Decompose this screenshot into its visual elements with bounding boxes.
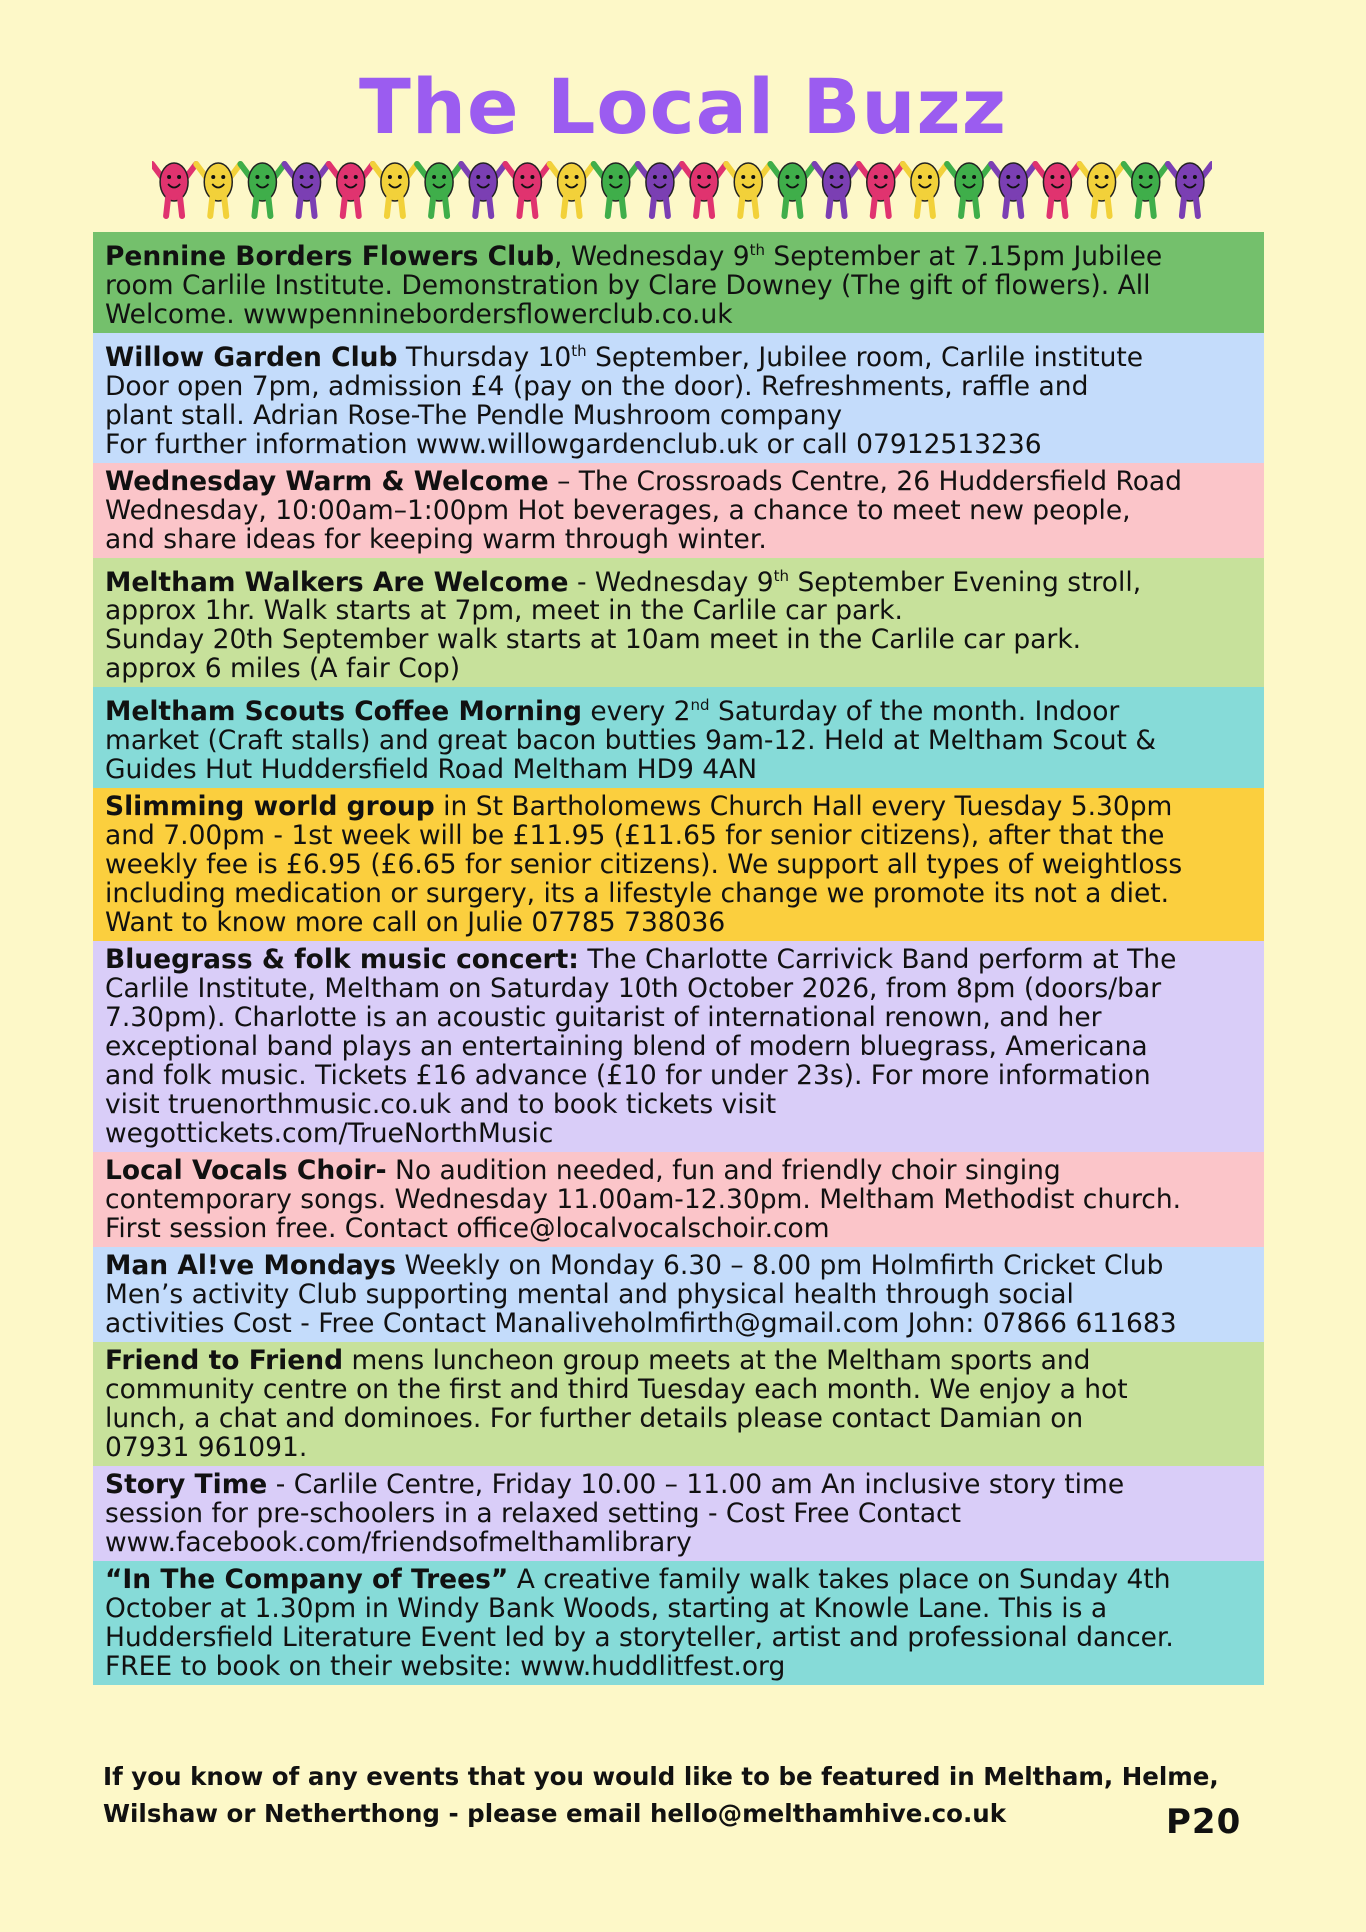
event-text: – The Crossroads Centre, 26 Huddersfield Road: [548, 465, 1182, 497]
event-line: [105, 1032, 1252, 1061]
event-text: and 7.00pm - 1st week will be £11.95 (£11.65 for senior citizens), after that the: [105, 820, 1165, 852]
event-box: [93, 788, 1264, 941]
event-text: in St Bartholomews Church Hall every Tuesday 5.30pm: [434, 791, 1173, 823]
event-line: [105, 300, 1252, 329]
smiley-figure-icon: [991, 163, 1035, 216]
event-text: September at 7.15pm Jubilee: [765, 240, 1163, 272]
event-title: Bluegrass & folk music concert:: [105, 944, 579, 976]
event-text: FREE to book on their website: www.huddlitfest.org: [105, 1651, 786, 1683]
smiley-figure-icon: [240, 163, 284, 216]
event-text: and share ideas for keeping warm through winter.: [105, 523, 767, 555]
page-number: P20: [1166, 1802, 1242, 1842]
event-line: [105, 1470, 1252, 1499]
event-text: Guides Hut Huddersfield Road Meltham HD9 4AN: [105, 754, 758, 786]
event-text: September Evening stroll,: [789, 566, 1142, 598]
smiley-figure-icon: [285, 163, 329, 216]
smiley-figure-icon: [1035, 163, 1079, 216]
smiley-figure-icon: [373, 163, 417, 216]
event-title: Wednesday Warm & Welcome: [105, 465, 549, 497]
event-title: Meltham Walkers Are Welcome: [105, 566, 569, 598]
smiley-figure-icon: [550, 163, 594, 216]
event-text: every 2: [581, 696, 691, 728]
event-line: [105, 430, 1252, 459]
event-line: [105, 1214, 1252, 1243]
event-box: [93, 687, 1264, 788]
smiley-figure-icon: [903, 163, 947, 216]
event-text: - Carlile Centre, Friday 10.00 – 11.00 am An inclusive story time: [267, 1469, 1125, 1501]
event-line: [105, 1003, 1252, 1032]
event-text: Want to know more call on Julie 07785 738036: [105, 907, 726, 939]
ordinal-suffix: th: [749, 241, 765, 259]
event-line: [105, 945, 1252, 974]
event-text: community centre on the first and third Tuesday each month. We enjoy a hot: [105, 1374, 1128, 1406]
event-text: and folk music. Tickets £16 advance (£10 for under 23s). For more information: [105, 1060, 1151, 1092]
event-text: Men’s activity Club supporting mental and physical health through social: [105, 1279, 1074, 1311]
event-line: [105, 879, 1252, 908]
event-line: [105, 525, 1252, 554]
event-line: [105, 755, 1252, 784]
event-line: [105, 467, 1252, 496]
smiley-figure-icon: [594, 163, 638, 216]
event-line: [105, 850, 1252, 879]
event-text: , Wednesday 9: [554, 240, 750, 272]
event-line: [105, 372, 1252, 401]
event-line: [105, 1251, 1252, 1280]
footer-note: [103, 1758, 1233, 1832]
event-line: [105, 974, 1252, 1003]
smiley-figure-icon: [682, 163, 726, 216]
event-line: [105, 654, 1252, 683]
event-text: The Charlotte Carrivick Band perform at The: [578, 944, 1177, 976]
event-line: [105, 1623, 1252, 1652]
event-line: [105, 1528, 1252, 1557]
event-box: [93, 232, 1264, 333]
event-text: exceptional band plays an entertaining blend of modern bluegrass, Americana: [105, 1031, 1148, 1063]
smiley-figure-icon: [461, 163, 505, 216]
event-text: A creative family walk takes place on Sunday 4th: [508, 1564, 1171, 1596]
ordinal-suffix: th: [571, 341, 587, 360]
event-text: including medication or surgery, its a lifestyle change we promote its not a diet.: [105, 878, 1170, 910]
event-box: [93, 558, 1264, 688]
event-line: [105, 562, 1252, 597]
smiley-figure-icon: [815, 163, 859, 216]
event-text: First session free. Contact office@localvocalschoir.com: [105, 1213, 830, 1245]
smiley-figure-icon: [638, 163, 682, 216]
event-box: [93, 1152, 1264, 1247]
event-line: [105, 908, 1252, 937]
smiley-figure-icon: [1168, 163, 1212, 216]
event-text: visit truenorthmusic.co.uk and to book tickets visit: [105, 1089, 777, 1121]
event-box: [93, 463, 1264, 558]
event-text: Sunday 20th September walk starts at 10am meet in the Carlile car park.: [105, 624, 1082, 656]
footer-line: If you know of any events that you would like to be featured in Meltham, Helme,: [103, 1762, 1219, 1791]
smiley-figure-icon: [770, 163, 814, 216]
event-title: “In The Company of Trees”: [105, 1564, 509, 1596]
event-box: [93, 1342, 1264, 1466]
event-line: [105, 271, 1252, 300]
event-text: Carlile Institute, Meltham on Saturday 10th October 2026, from 8pm (doors/bar: [105, 973, 1162, 1005]
footer-line: Wilshaw or Netherthong - please email hello@melthamhive.co.uk: [103, 1799, 1007, 1828]
smiley-figure-icon: [1080, 163, 1124, 216]
event-line: [105, 1156, 1252, 1185]
event-line: [105, 726, 1252, 755]
event-title: Local Vocals Choir-: [105, 1155, 387, 1187]
event-text: www.facebook.com/friendsofmelthamlibrary: [105, 1527, 692, 1559]
smiley-figures-banner: [152, 150, 1212, 222]
event-title: Story Time: [105, 1469, 268, 1501]
event-line: [105, 1309, 1252, 1338]
event-text: Wednesday, 10:00am–1:00pm Hot beverages, a chance to meet new people,: [105, 494, 1131, 526]
event-text: room Carlile Institute. Demonstration by Clare Downey (The gift of flowers). All: [105, 269, 1151, 301]
smiley-figure-icon: [1124, 163, 1168, 216]
event-text: approx 6 miles (A fair Cop): [105, 653, 461, 685]
smiley-figure-icon: [196, 163, 240, 216]
event-line: [105, 1652, 1252, 1681]
event-line: [105, 691, 1252, 726]
event-text: mens luncheon group meets at the Meltham sports and: [343, 1345, 1091, 1377]
event-line: [105, 1119, 1252, 1148]
event-line: [105, 625, 1252, 654]
event-text: October at 1.30pm in Windy Bank Woods, starting at Knowle Lane. This is a: [105, 1593, 1108, 1625]
event-text: 7.30pm). Charlotte is an acoustic guitarist of international renown, and her: [105, 1002, 1102, 1034]
event-text: Huddersfield Literature Event led by a storyteller, artist and professional dancer.: [105, 1622, 1174, 1654]
event-text: plant stall. Adrian Rose-The Pendle Mushroom company: [105, 399, 843, 431]
smiley-figure-icon: [947, 163, 991, 216]
event-line: [105, 1499, 1252, 1528]
event-text: approx 1hr. Walk starts at 7pm, meet in the Carlile car park.: [105, 595, 903, 627]
event-text: contemporary songs. Wednesday 11.00am-12.30pm. Meltham Methodist church.: [105, 1184, 1182, 1216]
ordinal-suffix: nd: [690, 696, 710, 715]
event-title: Pennine Borders Flowers Club: [105, 240, 555, 272]
event-line: [105, 1565, 1252, 1594]
event-line: [105, 1280, 1252, 1309]
event-text: No audition needed, fun and friendly choir singing: [386, 1155, 1061, 1187]
event-text: 07931 961091.: [105, 1432, 308, 1464]
event-line: [105, 496, 1252, 525]
ordinal-suffix: th: [773, 566, 790, 585]
event-line: [105, 1433, 1252, 1462]
event-title: Meltham Scouts Coffee Morning: [105, 696, 582, 728]
event-text: Thursday 10: [397, 341, 572, 373]
event-text: session for pre-schoolers in a relaxed setting - Cost Free Contact: [105, 1498, 962, 1530]
smiley-figure-icon: [859, 163, 903, 216]
smiley-figure-icon: [152, 163, 196, 216]
event-line: [105, 1375, 1252, 1404]
event-title: Willow Garden Club: [105, 341, 398, 373]
event-line: [105, 821, 1252, 850]
event-text: market (Craft stalls) and great bacon butties 9am-12. Held at Meltham Scout &: [105, 725, 1156, 757]
event-text: wegottickets.com/TrueNorthMusic: [105, 1118, 554, 1150]
event-box: [93, 1561, 1264, 1685]
smiley-figure-icon: [726, 163, 770, 216]
event-line: [105, 401, 1252, 430]
event-text: For further information www.willowgardenclub.uk or call 07912513236: [105, 428, 1042, 460]
event-title: Slimming world group: [105, 791, 435, 823]
event-text: - Wednesday 9: [568, 566, 774, 598]
event-line: [105, 1185, 1252, 1214]
event-text: September, Jubilee room, Carlile institute: [586, 341, 1144, 373]
event-line: [105, 596, 1252, 625]
event-line: [105, 337, 1252, 372]
event-title: Friend to Friend: [105, 1345, 344, 1377]
event-line: [105, 1404, 1252, 1433]
smiley-figure-icon: [505, 163, 549, 216]
event-box: [93, 333, 1264, 463]
newsletter-title: The Local Buzz: [359, 62, 1007, 151]
event-title: Man Al!ve Mondays: [105, 1250, 397, 1282]
event-line: [105, 236, 1252, 271]
smiley-figure-icon: [329, 163, 373, 216]
event-text: Saturday of the month. Indoor: [709, 696, 1120, 728]
event-line: [105, 1594, 1252, 1623]
event-text: Weekly on Monday 6.30 – 8.00 pm Holmfirth Cricket Club: [396, 1250, 1164, 1282]
event-text: weekly fee is £6.95 (£6.65 for senior citizens). We support all types of weightloss: [105, 849, 1183, 881]
event-line: [105, 1346, 1252, 1375]
event-line: [105, 1090, 1252, 1119]
event-text: activities Cost - Free Contact Manaliveholmfirth@gmail.com John: 07866 611683: [105, 1308, 1177, 1340]
event-text: Door open 7pm, admission £4 (pay on the door). Refreshments, raffle and: [105, 370, 1089, 402]
event-box: [93, 1466, 1264, 1561]
event-text: lunch, a chat and dominoes. For further details please contact Damian on: [105, 1403, 1084, 1435]
event-box: [93, 1247, 1264, 1342]
smiley-figure-icon: [417, 163, 461, 216]
event-line: [105, 792, 1252, 821]
event-line: [105, 1061, 1252, 1090]
events-list: [93, 232, 1264, 1685]
event-box: [93, 941, 1264, 1152]
event-text: Welcome. wwwpenninebordersflowerclub.co.uk: [105, 298, 733, 330]
